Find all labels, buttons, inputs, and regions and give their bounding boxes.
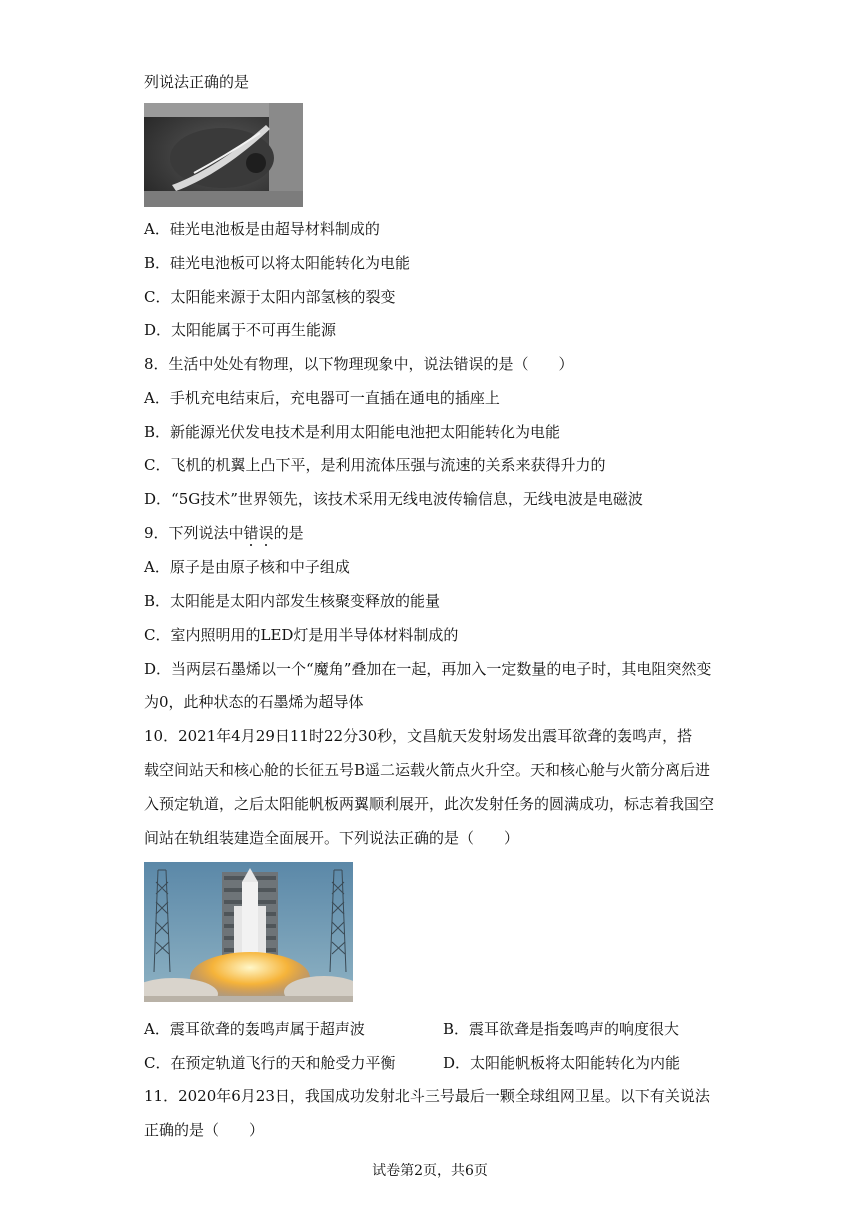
solar-panel-photo <box>144 103 303 207</box>
q9-stem-emphasis-1: 错 <box>243 524 259 542</box>
q7-option-a: A．硅光电池板是由超导材料制成的 <box>144 220 380 238</box>
q9-option-a: A．原子是由原子核和中子组成 <box>144 558 350 576</box>
q8-option-d: D．“5G技术”世界领先，该技术采用无线电波传输信息，无线电波是电磁波 <box>144 490 643 508</box>
q7-option-b: B．硅光电池板可以将太阳能转化为电能 <box>144 254 411 272</box>
q9-stem-prefix: 9．下列说法中 <box>144 524 244 542</box>
q7-stem-tail: 列说法正确的是 <box>144 73 250 91</box>
q10-stem-line-4: 间站在轨组装建造全面展开。下列说法正确的是（ ） <box>144 829 520 847</box>
q9-stem <box>144 523 304 543</box>
q8-option-a: A．手机充电结束后，充电器可一直插在通电的插座上 <box>144 389 500 407</box>
rocket-launch-photo <box>144 862 353 1002</box>
q10-option-b: B．震耳欲聋是指轰鸣声的响度很大 <box>443 1020 680 1038</box>
q9-stem-emphasis-2: 误 <box>258 524 274 542</box>
q7-option-c: C．太阳能来源于太阳内部氢核的裂变 <box>144 288 396 306</box>
q11-stem-line-1: 11．2020年6月23日，我国成功发射北斗三号最后一颗全球组网卫星。以下有关说法 <box>144 1087 710 1105</box>
q9-stem-suffix: 的是 <box>273 524 304 542</box>
q8-option-b: B．新能源光伏发电技术是利用太阳能电池把太阳能转化为电能 <box>144 423 561 441</box>
q10-option-c: C．在预定轨道飞行的天和舱受力平衡 <box>144 1054 396 1072</box>
q10-option-d: D．太阳能帆板将太阳能转化为内能 <box>443 1054 681 1072</box>
q8-option-c: C．飞机的机翼上凸下平，是利用流体压强与流速的关系来获得升力的 <box>144 456 606 474</box>
q9-option-b: B．太阳能是太阳内部发生核聚变释放的能量 <box>144 592 441 610</box>
q9-option-d-cont: 为0，此种状态的石墨烯为超导体 <box>144 693 364 711</box>
q10-stem-line-1: 10．2021年4月29日11时22分30秒，文昌航天发射场发出震耳欲聋的轰鸣声，搭 <box>144 727 693 745</box>
q9-option-c: C．室内照明用的LED灯是用半导体材料制成的 <box>144 626 459 644</box>
q10-stem-line-3: 入预定轨道，之后太阳能帆板两翼顺利展开，此次发射任务的圆满成功，标志着我国空 <box>144 795 715 813</box>
page-footer: 试卷第2页，共6页 <box>372 1163 488 1179</box>
q10-stem-line-2: 载空间站天和核心舱的长征五号B遥二运载火箭点火升空。天和核心舱与火箭分离后进 <box>144 761 711 779</box>
q8-stem: 8．生活中处处有物理，以下物理现象中，说法错误的是（ ） <box>144 355 574 373</box>
q10-option-a: A．震耳欲聋的轰鸣声属于超声波 <box>144 1020 365 1038</box>
q7-option-d: D．太阳能属于不可再生能源 <box>144 321 337 339</box>
q11-stem-line-2: 正确的是（ ） <box>144 1121 265 1139</box>
q9-option-d: D．当两层石墨烯以一个“魔角”叠加在一起，再加入一定数量的电子时，其电阻突然变 <box>144 660 712 678</box>
